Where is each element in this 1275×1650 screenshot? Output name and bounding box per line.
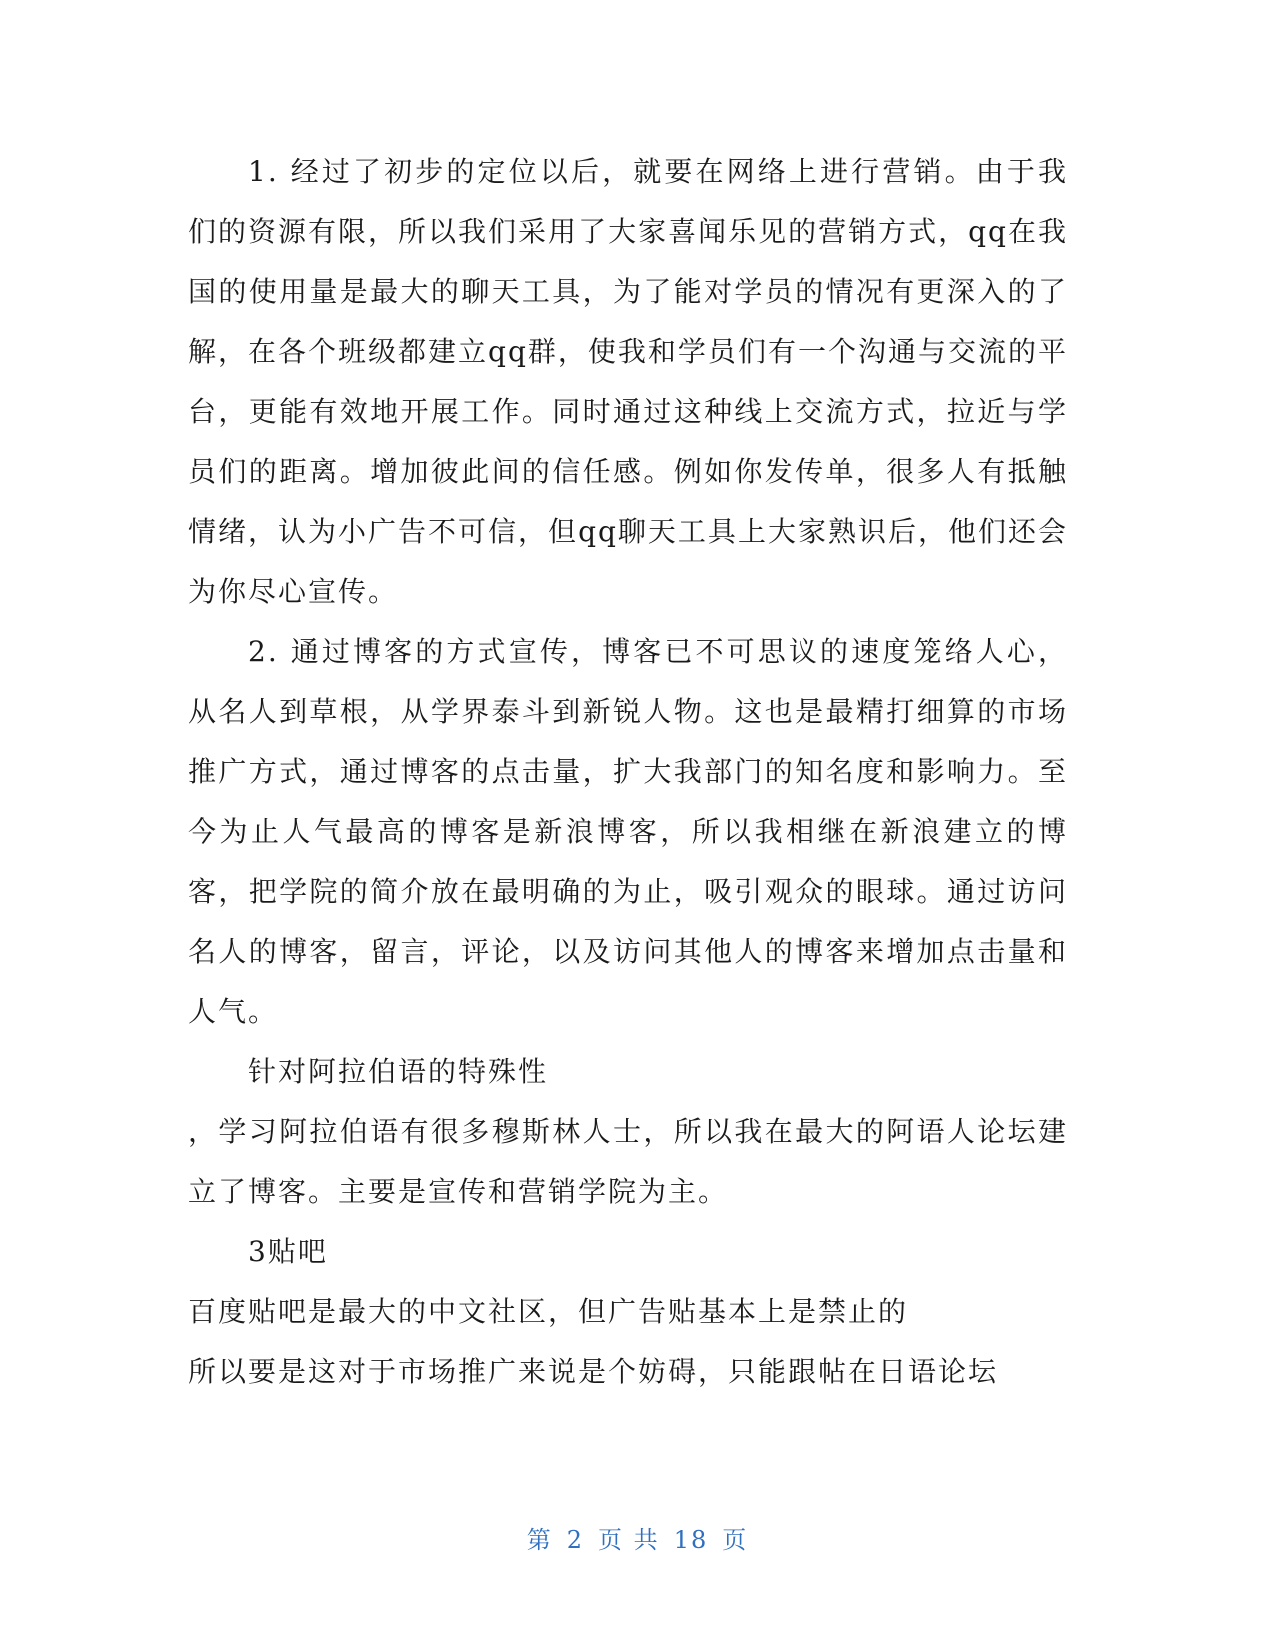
section-tieba-heading: 3贴吧 <box>248 1235 328 1268</box>
footer-middle: 页 共 <box>598 1526 660 1554</box>
footer-suffix: 页 <box>722 1526 749 1554</box>
paragraph-arabic-heading: 针对阿拉伯语的特殊性 <box>248 1055 549 1088</box>
paragraph-baidu-tieba: 百度贴吧是最大的中文社区，但广告贴基本上是禁止的 <box>188 1295 909 1328</box>
paragraph-blog-marketing: 2. 通过博客的方式宣传，博客已不可思议的速度笼络人心，从名人到草根，从学界泰斗到新锐人物。这也是最精打细算的市场推广方式，通过博客的点击量，扩大我部门的知名度和影响力。至今为止人气最高的博客是新浪博客，所以我相继在新浪建立的博客，把学院的简介放在最明确的为止，吸引观众的眼球。通过访问名人的博客，留言，评论，以及访问其他人的博客来增加点击量和人气。 <box>188 635 1068 1028</box>
page-footer <box>0 1520 1275 1555</box>
paragraph-tieba-obstacle: 所以要是这对于市场推广来说是个妨碍，只能跟帖在日语论坛 <box>188 1355 999 1388</box>
footer-total-pages: 18 <box>673 1526 709 1554</box>
paragraph-arabic-forum: ，学习阿拉伯语有很多穆斯林人士，所以我在最大的阿语人论坛建立了博客。主要是宣传和营销学院为主。 <box>188 1115 1068 1208</box>
footer-current-page: 2 <box>566 1526 585 1554</box>
footer-prefix: 第 <box>526 1526 553 1554</box>
paragraph-qq-marketing: 1. 经过了初步的定位以后，就要在网络上进行营销。由于我们的资源有限，所以我们采用了大家喜闻乐见的营销方式，qq在我国的使用量是最大的聊天工具，为了能对学员的情况有更深入的了解，在各个班级都建立qq群，使我和学员们有一个沟通与交流的平台，更能有效地开展工作。同时通过这种线上交流方式，拉近与学员们的距离。增加彼此间的信任感。例如你发传单，很多人有抵触情绪，认为小广告不可信，但qq聊天工具上大家熟识后，他们还会为你尽心宣传。 <box>188 155 1068 608</box>
body-text <box>188 142 1068 1402</box>
